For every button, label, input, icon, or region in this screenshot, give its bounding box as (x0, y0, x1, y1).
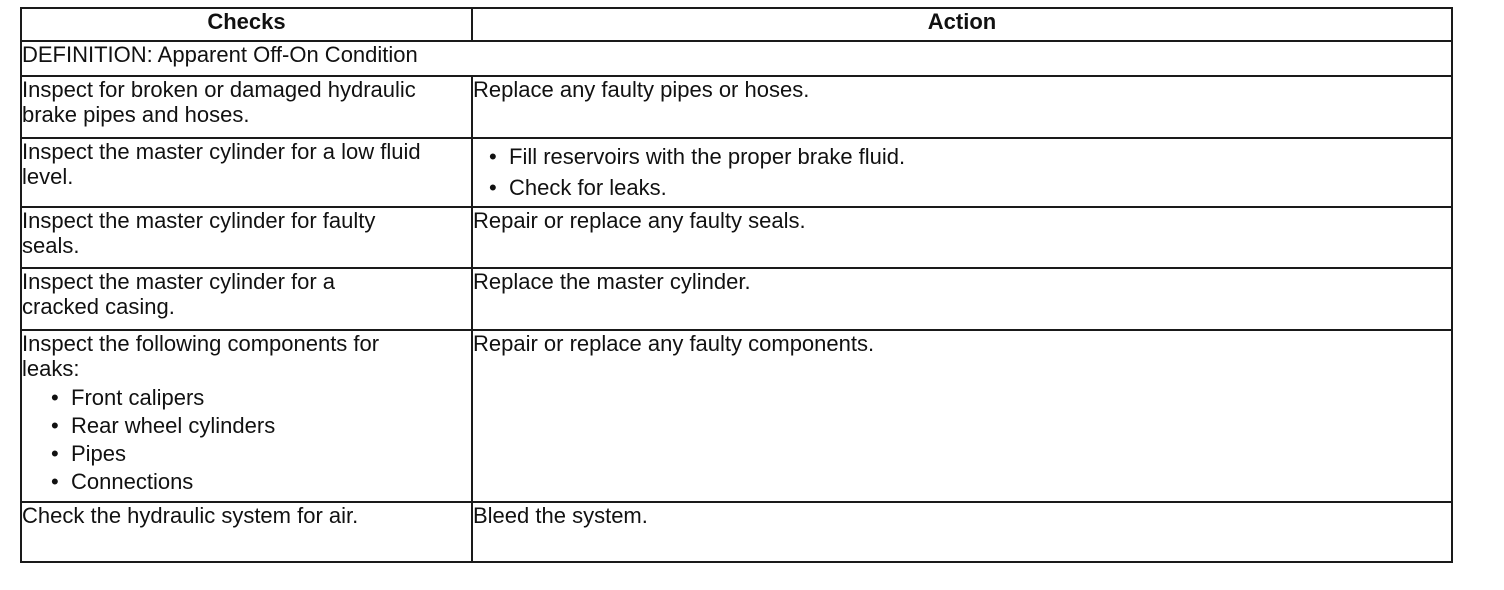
action-cell: Bleed the system. (472, 502, 1452, 562)
header-row (21, 8, 1452, 41)
check-text: Inspect the master cylinder for a low fluid level. (22, 139, 421, 189)
definition-text: DEFINITION: Apparent Off-On Condition (21, 41, 1452, 76)
action-list (473, 144, 1451, 200)
check-text: Inspect for broken or damaged hydraulic brake pipes and hoses. (22, 77, 416, 127)
check-cell (21, 76, 472, 138)
action-cell (472, 138, 1452, 207)
check-text: Inspect the master cylinder for a cracked casing. (22, 269, 336, 319)
action-header: Action (472, 8, 1452, 41)
check-text: Inspect the following components for leaks: (22, 331, 380, 381)
check-text: Inspect the master cylinder for faulty seals. (22, 208, 376, 258)
table-row (21, 330, 1452, 502)
list-item: • Front calipers (71, 384, 471, 412)
action-cell: Repair or replace any faulty seals. (472, 207, 1452, 268)
check-cell: Check the hydraulic system for air. (21, 502, 472, 562)
definition-row (21, 41, 1452, 76)
list-item: • Connections (71, 468, 471, 496)
table-row (21, 502, 1452, 562)
action-cell: Replace any faulty pipes or hoses. (472, 76, 1452, 138)
list-item: • Check for leaks. (509, 175, 1451, 200)
check-cell (21, 138, 472, 207)
list-item: • Rear wheel cylinders (71, 412, 471, 440)
check-cell (21, 207, 472, 268)
check-cell (21, 330, 472, 502)
check-cell (21, 268, 472, 330)
action-cell: Repair or replace any faulty components. (472, 330, 1452, 502)
table-row (21, 207, 1452, 268)
list-item: • Fill reservoirs with the proper brake fluid. (509, 144, 1451, 169)
components-list (22, 384, 471, 496)
checks-header: Checks (21, 8, 472, 41)
table-row (21, 138, 1452, 207)
diagnostic-table (20, 7, 1453, 563)
list-item: • Pipes (71, 440, 471, 468)
table-row (21, 268, 1452, 330)
table-row (21, 76, 1452, 138)
action-cell: Replace the master cylinder. (472, 268, 1452, 330)
